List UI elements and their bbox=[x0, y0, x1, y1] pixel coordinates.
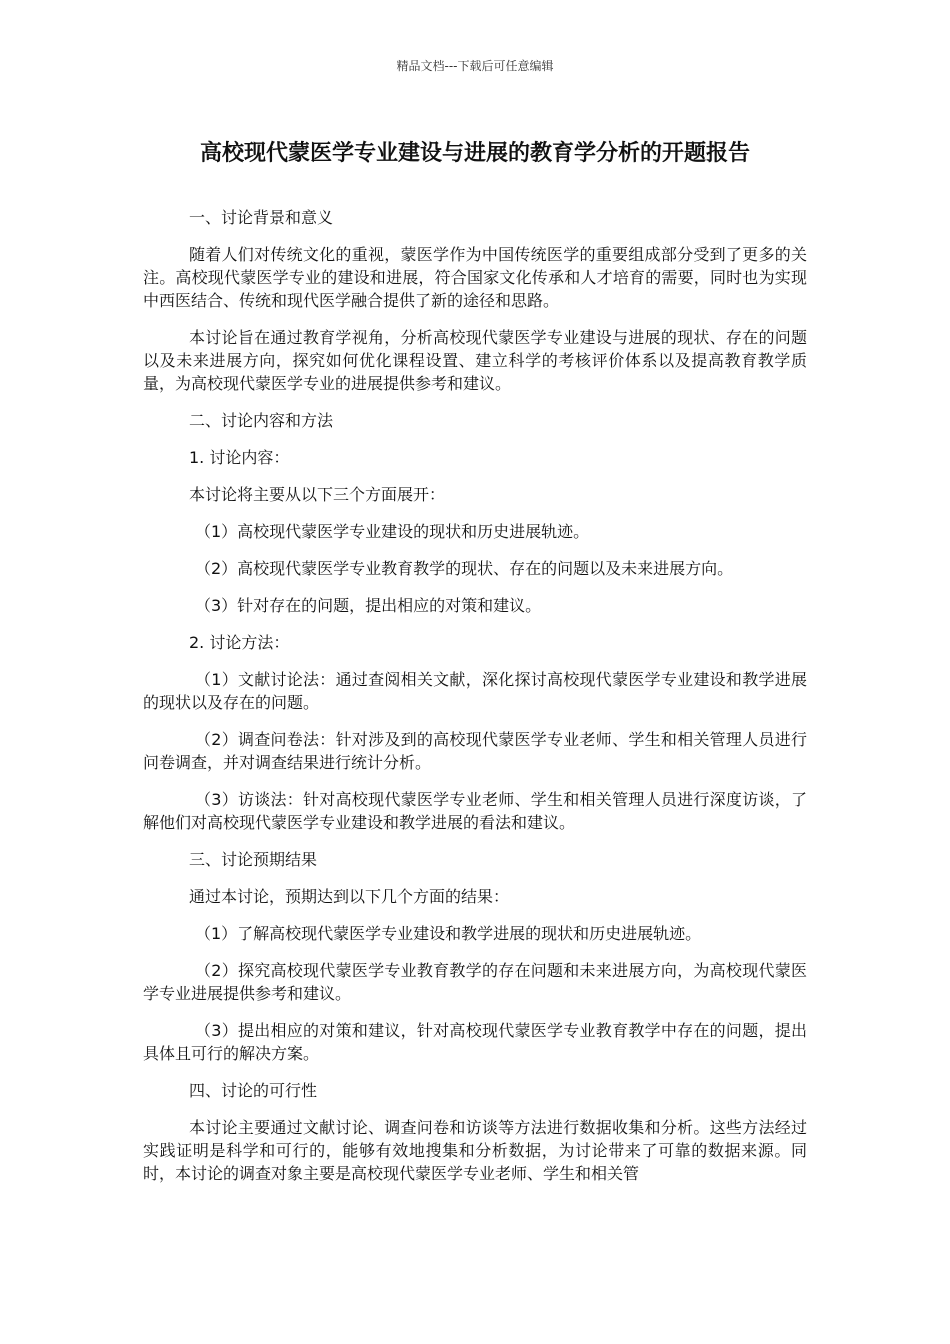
section-heading-3: 三、讨论预期结果 bbox=[189, 850, 318, 869]
paragraph: 本讨论主要通过文献讨论、调查问卷和访谈等方法进行数据收集和分析。这些方法经过实践证明是科学和可行的，能够有效地搜集和分析数据，为讨论带来了可靠的数据来源。同时，本讨论的调查对象主要是高校现代蒙医学专业老师、学生和相关管 bbox=[143, 1118, 807, 1183]
section-heading-4: 四、讨论的可行性 bbox=[189, 1081, 318, 1100]
document-body bbox=[143, 206, 807, 1199]
header-note: 精品文档---下载后可任意编辑 bbox=[396, 59, 554, 73]
list-item: （2）调查问卷法：针对涉及到的高校现代蒙医学专业老师、学生和相关管理人员进行问卷调查，并对调查结果进行统计分析。 bbox=[143, 730, 807, 772]
list-item: （2）高校现代蒙医学专业教育教学的现状、存在的问题以及未来进展方向。 bbox=[195, 559, 734, 578]
section-heading-1: 一、讨论背景和意义 bbox=[189, 208, 334, 227]
paragraph: 本讨论旨在通过教育学视角，分析高校现代蒙医学专业建设与进展的现状、存在的问题以及未来进展方向，探究如何优化课程设置、建立科学的考核评价体系以及提高教育教学质量，为高校现代蒙医学专业的进展提供参考和建议。 bbox=[143, 328, 807, 393]
list-item: （3）提出相应的对策和建议，针对高校现代蒙医学专业教育教学中存在的问题，提出具体且可行的解决方案。 bbox=[143, 1021, 807, 1063]
list-item: （1）高校现代蒙医学专业建设的现状和历史进展轨迹。 bbox=[195, 522, 590, 541]
section-heading-2: 二、讨论内容和方法 bbox=[189, 411, 334, 430]
subheading: 1. 讨论内容： bbox=[189, 448, 290, 467]
list-item: （3）访谈法：针对高校现代蒙医学专业老师、学生和相关管理人员进行深度访谈，了解他们对高校现代蒙医学专业建设和教学进展的看法和建议。 bbox=[143, 790, 807, 832]
subheading: 2. 讨论方法： bbox=[189, 633, 290, 652]
paragraph: 通过本讨论，预期达到以下几个方面的结果： bbox=[189, 887, 510, 906]
paragraph: 本讨论将主要从以下三个方面展开： bbox=[189, 485, 446, 504]
paragraph: 随着人们对传统文化的重视，蒙医学作为中国传统医学的重要组成部分受到了更多的关注。高校现代蒙医学专业的建设和进展，符合国家文化传承和人才培育的需要，同时也为实现中西医结合、传统和现代医学融合提供了新的途径和思路。 bbox=[143, 245, 807, 310]
list-item: （3）针对存在的问题，提出相应的对策和建议。 bbox=[195, 596, 542, 615]
list-item: （2）探究高校现代蒙医学专业教育教学的存在问题和未来进展方向，为高校现代蒙医学专业进展提供参考和建议。 bbox=[143, 961, 807, 1003]
list-item: （1）文献讨论法：通过查阅相关文献，深化探讨高校现代蒙医学专业建设和教学进展的现状以及存在的问题。 bbox=[143, 670, 807, 712]
document-title: 高校现代蒙医学专业建设与进展的教育学分析的开题报告 bbox=[199, 141, 750, 166]
list-item: （1）了解高校现代蒙医学专业建设和教学进展的现状和历史进展轨迹。 bbox=[195, 924, 702, 943]
